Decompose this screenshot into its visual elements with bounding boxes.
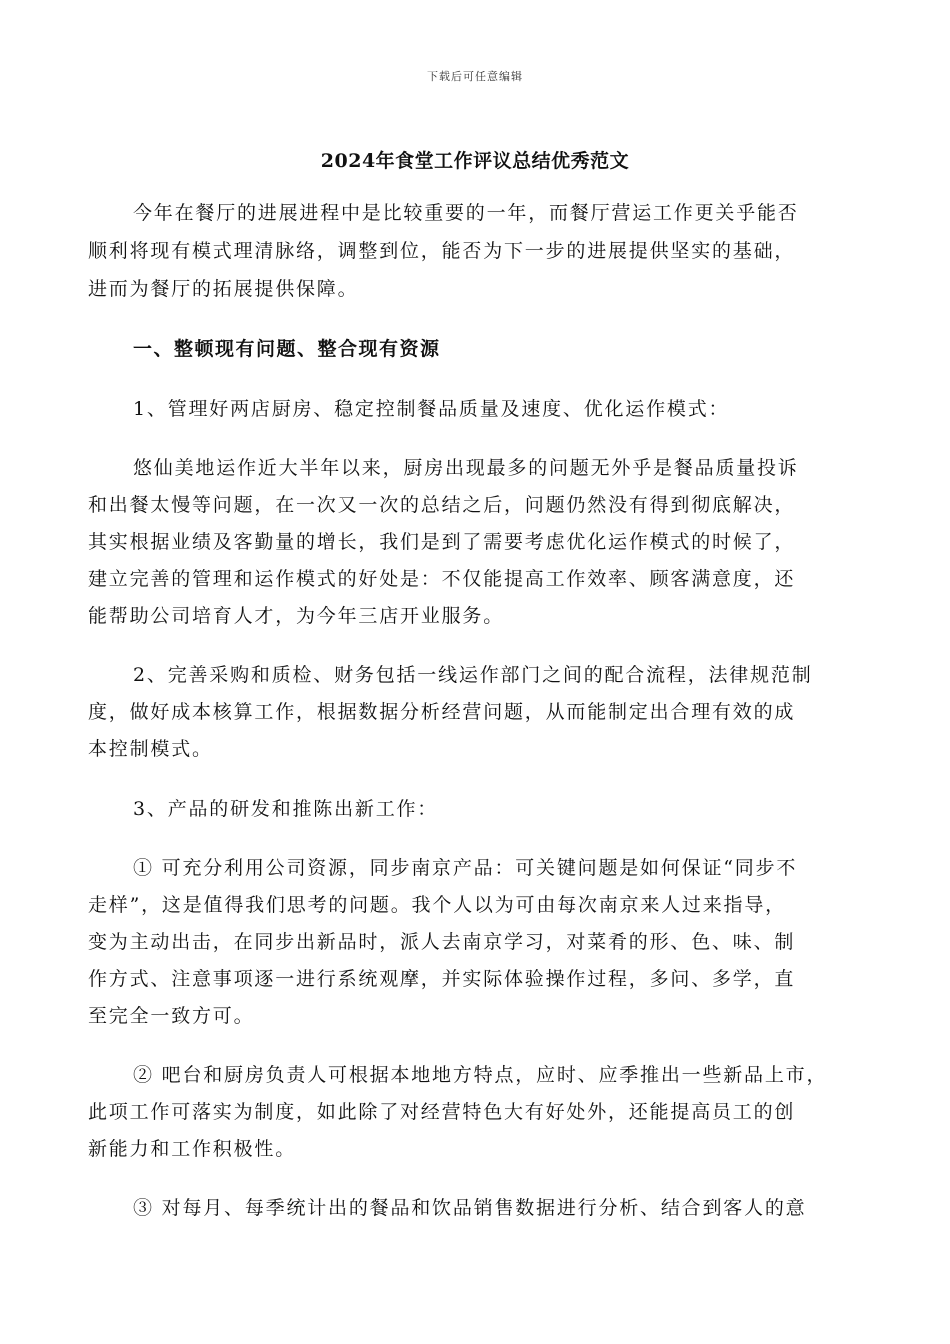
intro-line-3: 进而为餐厅的拓展提供保障。 [88, 278, 359, 300]
item-1-heading: 1、管理好两店厨房、稳定控制餐品质量及速度、优化运作模式： [133, 398, 730, 420]
sub-1-line-3: 变为主动出击，在同步出新品时，派人去南京学习，对菜肴的形、色、味、制 [88, 931, 796, 953]
item-2-line-1: 2、完善采购和质检、财务包括一线运作部门之间的配合流程，法律规范制 [133, 664, 813, 686]
section-heading-1: 一、整顿现有问题、整合现有资源 [133, 338, 441, 360]
item-1-line-2: 和出餐太慢等问题，在一次又一次的总结之后，问题仍然没有得到彻底解决， [88, 494, 796, 516]
intro-line-1: 今年在餐厅的进展进程中是比较重要的一年，而餐厅营运工作更关乎能否 [133, 202, 799, 224]
sub-3-line-1: ③ 对每月、每季统计出的餐品和饮品销售数据进行分析、结合到客人的意 [133, 1197, 807, 1219]
item-1-line-1: 悠仙美地运作近大半年以来，厨房出现最多的问题无外乎是餐品质量投诉 [133, 457, 799, 479]
item-1-line-4: 建立完善的管理和运作模式的好处是：不仅能提高工作效率、顾客满意度，还 [88, 568, 796, 590]
header-note: 下载后可任意编辑 [427, 70, 523, 83]
item-2-line-3: 本控制模式。 [88, 738, 213, 760]
document-title: 2024年食堂工作评议总结优秀范文 [320, 150, 630, 172]
intro-line-2: 顺利将现有模式理清脉络，调整到位，能否为下一步的进展提供坚实的基础， [88, 240, 796, 262]
sub-1-line-1: ① 可充分利用公司资源，同步南京产品：可关键问题是如何保证“同步不 [133, 857, 798, 879]
item-1-line-5: 能帮助公司培育人才，为今年三店开业服务。 [88, 605, 505, 627]
item-1-line-3: 其实根据业绩及客勤量的增长，我们是到了需要考虑优化运作模式的时候了， [88, 531, 796, 553]
sub-2-line-3: 新能力和工作积极性。 [88, 1138, 297, 1160]
sub-1-line-5: 至完全一致方可。 [88, 1005, 255, 1027]
item-2-line-2: 度，做好成本核算工作，根据数据分析经营问题，从而能制定出合理有效的成 [88, 701, 796, 723]
sub-2-line-1: ② 吧台和厨房负责人可根据本地地方特点，应时、应季推出一些新品上市， [133, 1064, 828, 1086]
sub-1-line-4: 作方式、注意事项逐一进行系统观摩，并实际体验操作过程，多问、多学，直 [88, 968, 796, 990]
sub-1-line-2: 走样”，这是值得我们思考的问题。我个人以为可由每次南京来人过来指导， [88, 894, 786, 916]
item-3-heading: 3、产品的研发和推陈出新工作： [133, 798, 439, 820]
sub-2-line-2: 此项工作可落实为制度，如此除了对经营特色大有好处外，还能提高员工的创 [88, 1101, 796, 1123]
